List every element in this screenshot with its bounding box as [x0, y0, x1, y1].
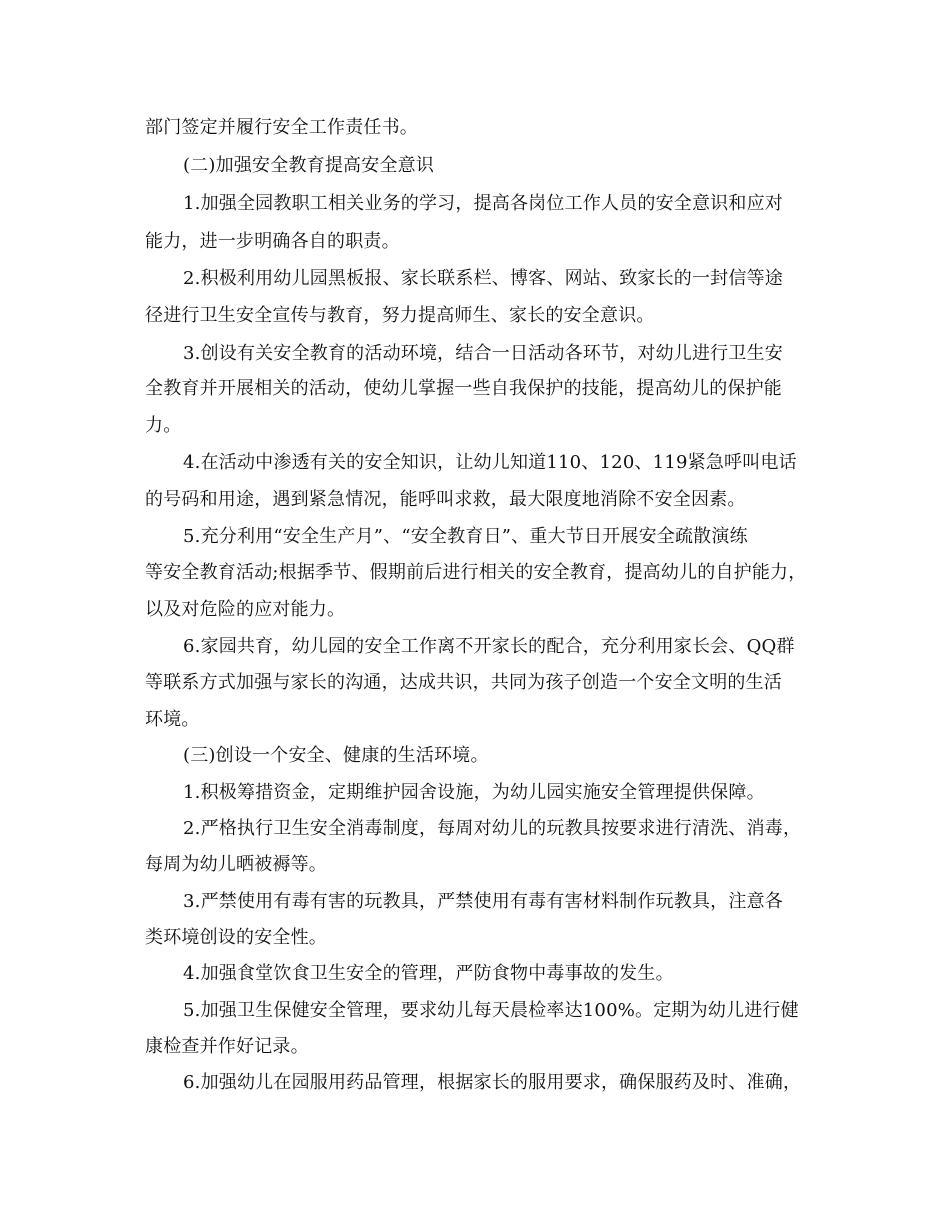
text-line: 2.积极利用幼儿园黑板报、家长联系栏、博客、网站、致家长的一封信等途	[183, 268, 783, 289]
section-heading: (三)创设一个安全、健康的生活环境。	[183, 745, 489, 766]
text-line: 6.家园共育，幼儿园的安全工作离不开家长的配合，充分利用家长会、QQ群	[183, 636, 795, 657]
text-line: 2.严格执行卫生安全消毒制度，每周对幼儿的玩教具按要求进行清洗、消毒，	[183, 818, 802, 839]
text-line: 径进行卫生安全宣传与教育，努力提高师生、家长的安全意识。	[145, 305, 655, 326]
text-line: 1.积极筹措资金，定期维护园舍设施，为幼儿园实施安全管理提供保障。	[183, 782, 765, 803]
text-line: 部门签定并履行安全工作责任书。	[145, 117, 418, 138]
section-heading: (二)加强安全教育提高安全意识	[183, 155, 435, 176]
text-line: 以及对危险的应对能力。	[145, 599, 346, 620]
text-line: 4.在活动中渗透有关的安全知识，让幼儿知道110、120、119紧急呼叫电话	[183, 452, 797, 473]
text-line: 类环境创设的安全性。	[145, 927, 327, 948]
text-line: 力。	[145, 415, 182, 436]
text-line: 5.充分利用“安全生产月”、“安全教育日”、重大节日开展安全疏散演练	[183, 526, 748, 547]
text-line: 每周为幼儿晒被褥等。	[145, 854, 327, 875]
text-line: 等联系方式加强与家长的沟通，达成共识，共同为孩子创造一个安全文明的生活	[145, 672, 782, 693]
text-line: 3.创设有关安全教育的活动环境，结合一日活动各环节，对幼儿进行卫生安	[183, 343, 783, 364]
text-line: 6.加强幼儿在园服用药品管理，根据家长的服用要求，确保服药及时、准确，	[183, 1072, 802, 1093]
text-line: 能力，进一步明确各自的职责。	[145, 231, 400, 252]
text-line: 1.加强全园教职工相关业务的学习，提高各岗位工作人员的安全意识和应对	[183, 193, 783, 214]
text-line: 环境。	[145, 709, 200, 730]
text-line: 4.加强食堂饮食卫生安全的管理，严防食物中毒事故的发生。	[183, 963, 674, 984]
text-line: 5.加强卫生保健安全管理，要求幼儿每天晨检率达100%。定期为幼儿进行健	[183, 1000, 799, 1021]
text-line: 等安全教育活动;根据季节、假期前后进行相关的安全教育，提高幼儿的自护能力，	[145, 562, 807, 583]
text-line: 康检查并作好记录。	[145, 1036, 309, 1057]
text-line: 3.严禁使用有毒有害的玩教具，严禁使用有毒有害材料制作玩教具，注意各	[183, 891, 783, 912]
text-line: 全教育并开展相关的活动，使幼儿掌握一些自我保护的技能，提高幼儿的保护能	[145, 378, 782, 399]
text-line: 的号码和用途，遇到紧急情况，能呼叫求救，最大限度地消除不安全因素。	[145, 489, 746, 510]
